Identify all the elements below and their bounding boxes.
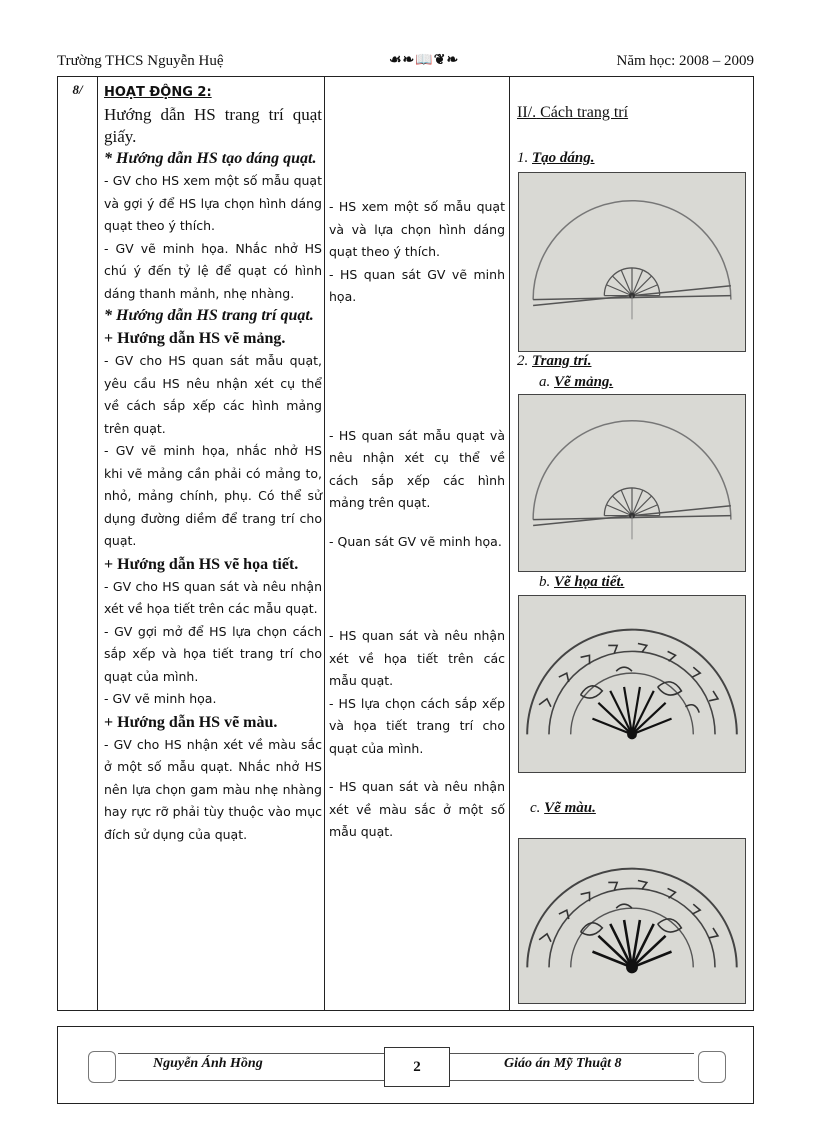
fan-outline-drawing [519, 173, 745, 351]
fan-color-drawing [519, 839, 745, 1003]
student-step: - HS quan sát và nêu nhận xét về màu sắc ở một số mẫu quạt. [329, 779, 505, 839]
subsection-color: + Hướng dẫn HS vẽ màu. [104, 713, 278, 731]
fan-color-image [518, 838, 746, 1004]
student-step: - HS quan sát mẫu quạt và nêu nhận xét cụ thể về cách sắp xếp các hình mảng trên quạt. [329, 427, 505, 510]
step-shape-label: 1. Tạo dáng. [517, 150, 595, 166]
footer-subject: Giáo án Mỹ Thuật 8 [504, 1056, 622, 1071]
header-ornament: ☙❧📖❦❧ [389, 53, 460, 68]
student-step: - HS quan sát và nêu nhận xét về họa tiết trên các mẫu quạt. [329, 628, 505, 688]
step-blocks-label: a. Vẽ mảng. [539, 374, 614, 390]
section-shape: * Hướng dẫn HS tạo dáng quạt. [104, 150, 317, 167]
activity-label: HOẠT ĐỘNG 2: [104, 85, 212, 100]
section-decorate: * Hướng dẫn HS trang trí quạt. [104, 307, 314, 324]
step-motifs-label: b. Vẽ họa tiết. [539, 574, 625, 590]
subsection-blocks: + Hướng dẫn HS vẽ mảng. [104, 330, 286, 347]
subsection-motifs: + Hướng dẫn HS vẽ họa tiết. [104, 555, 299, 573]
teacher-step: - GV gợi mở để HS lựa chọn cách sắp xếp và họa tiết trang trí cho quạt của mình. [104, 623, 322, 684]
fan-motifs-drawing [519, 596, 745, 772]
fan-blocks-image [518, 394, 746, 572]
fan-blocks-drawing [519, 395, 745, 571]
column-divider [97, 76, 98, 1010]
student-step: - HS lựa chọn cách sắp xếp và họa tiết trang trí cho quạt của mình. [329, 695, 505, 756]
teacher-step: - GV vẽ minh họa, nhắc nhở HS khi vẽ mảng cần phải có mảng to, nhỏ, mảng chính, phụ. Có thể sử dụng đường diềm để trang trí cho quạt. [104, 443, 322, 548]
teacher-step: - GV vẽ minh họa. Nhắc nhở HS chú ý đến tỷ lệ để quạt có hình dáng thanh mảnh, nhẹ nhàng. [104, 240, 322, 301]
school-year: Năm học: 2008 – 2009 [616, 53, 754, 69]
scroll-ornament-icon [698, 1051, 726, 1083]
fan-shape-image [518, 172, 746, 352]
teacher-step: - GV cho HS quan sát và nêu nhận xét về họa tiết trên các mẫu quạt. [104, 578, 322, 616]
teacher-step: - GV vẽ minh họa. [104, 691, 217, 706]
student-step: - HS xem một số mẫu quạt và và lựa chọn hình dáng quạt theo ý thích. [329, 199, 505, 259]
column-divider [324, 76, 325, 1010]
author-name: Nguyễn Ánh Hồng [153, 1056, 263, 1071]
activity-title: Hướng dẫn HS trang trí quạt giấy. [104, 105, 322, 146]
teacher-step: - GV cho HS nhận xét về màu sắc ở một số mẫu quạt. Nhắc nhở HS nên lựa chọn gam màu nhẹ nhàng hay rực rỡ phải tùy thuộc vào mục đích sử dụng của quạt. [104, 736, 322, 842]
student-activity-column [329, 84, 505, 844]
lesson-table [57, 76, 754, 1011]
page-header [57, 50, 754, 76]
page-number: 2 [384, 1047, 450, 1087]
page-footer [57, 1026, 754, 1104]
school-name: Trường THCS Nguyễn Huệ [57, 53, 224, 69]
teacher-step: - GV cho HS xem một số mẫu quạt và gợi ý để HS lựa chọn hình dáng quạt theo ý thích. [104, 173, 322, 233]
student-step: - HS quan sát GV vẽ minh họa. [329, 266, 505, 304]
teacher-activity-column [104, 84, 322, 846]
student-step: - Quan sát GV vẽ minh họa. [329, 533, 502, 549]
section-heading: II/. Cách trang trí [517, 104, 629, 121]
step-color-label: c. Vẽ màu. [530, 800, 596, 816]
time-cell: 8/ [72, 82, 83, 97]
column-divider [509, 76, 510, 1010]
step-decorate-label: 2. Trang trí. [517, 353, 592, 369]
fan-motifs-image [518, 595, 746, 773]
teacher-step: - GV cho HS quan sát mẫu quạt, yêu cầu HS nêu nhận xét cụ thể về cách sắp xếp các hình mảng trên quạt. [104, 353, 322, 436]
scroll-ornament-icon [88, 1051, 116, 1083]
